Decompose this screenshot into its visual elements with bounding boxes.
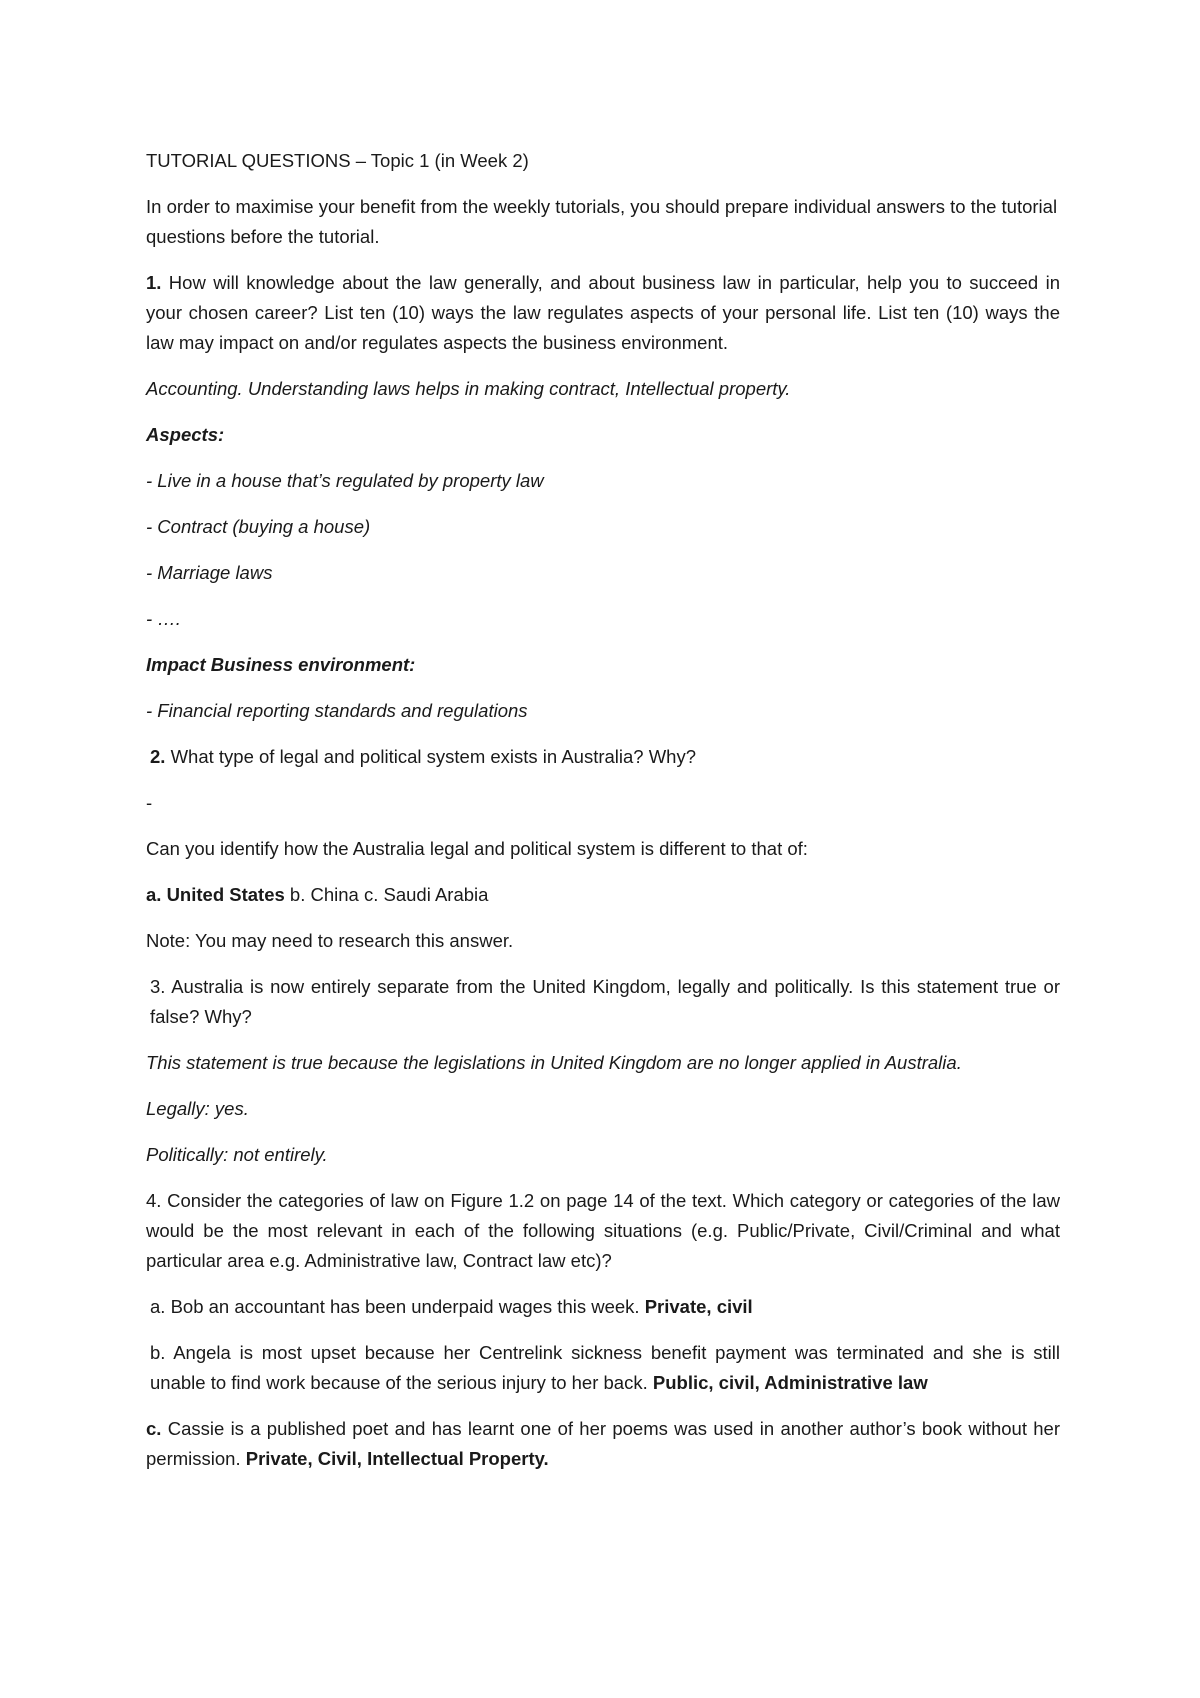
question-4-b-answer: Public, civil, Administrative law [652, 1372, 928, 1393]
question-4-c-answer: Private, Civil, Intellectual Property. [245, 1448, 549, 1469]
question-3-answer: This statement is true because the legislations in United Kingdom are no longer applied in Australia. [146, 1052, 962, 1073]
question-2-options [146, 880, 1060, 910]
question-4-c-text: Cassie is a published poet and has learnt one of her poems was used in another author’s book without her permission. [146, 1418, 1060, 1469]
aspect-item: - Live in a house that’s regulated by property law [146, 470, 544, 491]
question-4-a [146, 1292, 1060, 1322]
intro-paragraph: In order to maximise your benefit from the weekly tutorials, you should prepare individual answers to the tutorial questions before the tutorial. [146, 196, 1058, 247]
question-4-b-text: b. Angela is most upset because her Centrelink sickness benefit payment was terminated and she is still unable to find work because of the serious injury to her back. [150, 1342, 1060, 1393]
impact-heading: Impact Business environment: [146, 654, 416, 675]
document-body [146, 146, 1060, 1490]
question-3: 3. Australia is now entirely separate from the United Kingdom, legally and politically. Is this statement true or false? Why? [150, 976, 1060, 1027]
aspects-heading: Aspects: [146, 424, 225, 445]
aspect-item: - …. [146, 608, 181, 629]
question-1 [146, 268, 1060, 358]
page-title: TUTORIAL QUESTIONS – Topic 1 (in Week 2) [146, 150, 529, 171]
aspect-item: - Contract (buying a house) [146, 516, 371, 537]
option-united-states: a. United States [146, 884, 285, 905]
question-2-text: What type of legal and political system exists in Australia? Why? [165, 746, 697, 767]
question-3-politically: Politically: not entirely. [146, 1144, 328, 1165]
question-2-dash: - [146, 792, 153, 813]
question-4-a-text: a. Bob an accountant has been underpaid wages this week. [150, 1296, 645, 1317]
question-1-number: 1. [146, 272, 162, 293]
question-2-followup: Can you identify how the Australia legal and political system is different to that of: [146, 838, 808, 859]
question-4-c-label: c. [146, 1418, 162, 1439]
question-2 [146, 742, 1060, 772]
question-3-legally: Legally: yes. [146, 1098, 249, 1119]
question-2-note: Note: You may need to research this answer. [146, 930, 514, 951]
aspect-item: - Marriage laws [146, 562, 273, 583]
question-4: 4. Consider the categories of law on Figure 1.2 on page 14 of the text. Which category or categories of the law would be the most relevant in each of the following situations (e.g. Public/Private, Civil/Criminal and what particular area e.g. Administrative law, Contract law etc)? [146, 1190, 1060, 1271]
question-1-answer: Accounting. Understanding laws helps in making contract, Intellectual property. [146, 378, 791, 399]
impact-item: - Financial reporting standards and regulations [146, 700, 528, 721]
question-4-a-answer: Private, civil [644, 1296, 753, 1317]
question-4-c [146, 1414, 1060, 1474]
question-1-text: How will knowledge about the law generally, and about business law in particular, help you to succeed in your chosen career? List ten (10) ways the law regulates aspects of your personal life. List ten (10) ways the law may impact on and/or regulates aspects the business environment. [146, 272, 1060, 353]
question-4-b [146, 1338, 1060, 1398]
question-2-number: 2. [150, 746, 166, 767]
option-others: b. China c. Saudi Arabia [284, 884, 489, 905]
